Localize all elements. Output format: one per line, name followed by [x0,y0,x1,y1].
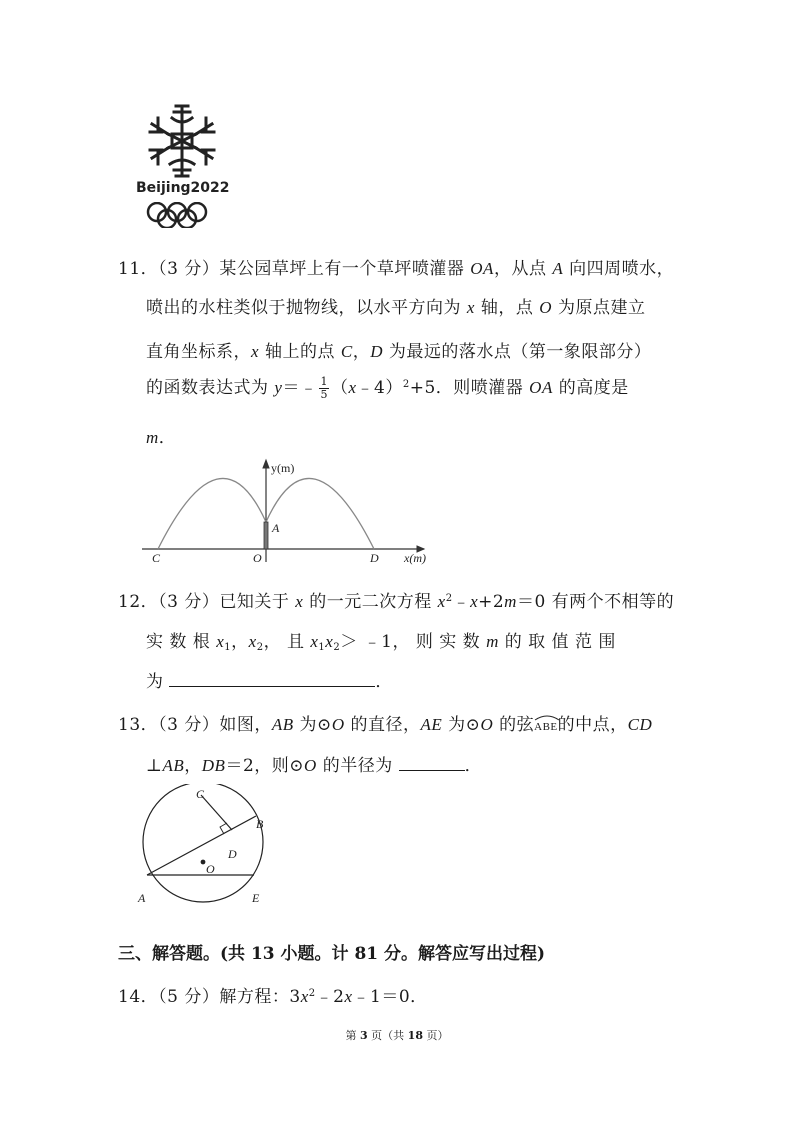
left-parabola [158,478,266,549]
x-axis-label: x(m) [404,551,426,565]
page-footer: 第 3 页（共 18 页） [345,1029,449,1042]
q13-line1: 13．（3 分）如图，AB 为⊙O 的直径，AE 为⊙O 的弦 ABE的中点，CD [118,715,653,735]
q11-line2: 喷出的水柱类似于抛物线，以水平方向为 x 轴，点 O 为原点建立 [146,298,646,318]
logo-text: Beijing2022 [136,180,230,196]
beijing-2022-logo [132,98,232,233]
svg-text:E: E [252,891,260,904]
y-axis-label: y(m) [271,461,295,475]
y-axis-arrow [263,460,269,468]
svg-text:A: A [138,891,146,904]
q12-line1: 12．（3 分）已知关于 x 的一元二次方程 $x^2﹣x+2m=0$ 有两个不相等的 [118,592,675,612]
q11-line3: 直角坐标系，x 轴上的点 C，D 为最远的落水点（第一象限部分） [146,342,652,362]
q11-number: 11． [118,259,159,279]
right-parabola [266,478,374,549]
svg-text:B: B [256,817,264,831]
q12-line3: 为 ． [146,672,393,692]
q12-line2: 实 数 根 $x_1$，$x_2$， 且 $x_1x_2>$ ﹣1， 则 实 数 m 的 取 值 范 围 [146,632,616,653]
olympic-rings-icon [144,202,224,228]
q14-line1: 14．（5 分）解方程：$3x^2﹣2x﹣1=0$． [118,987,428,1007]
svg-text:D: D [228,847,237,861]
svg-text:C: C [196,787,205,801]
parabola-graph [138,456,438,566]
fraction: $\frac{1}{5}$ [320,375,328,401]
q13-line2: ⊥AB，DB＝2，则⊙O 的半径为 ． [146,756,483,776]
snowflake-icon [132,98,232,184]
point-O-label: O [253,551,262,565]
q11-line5: m． [146,428,177,448]
section-title: 三、解答题。(共 13 小题。计 81 分。解答应写出过程) [118,944,546,964]
diameter-AB [147,816,256,875]
circle-O [143,784,263,902]
point-C-label: C [152,551,161,565]
arc-ABE: ABE [534,718,558,733]
svg-text:O: O [206,862,215,876]
point-A-label: A [272,521,280,535]
answer-blank[interactable] [399,756,465,771]
q11-score: （3 分） [158,259,220,279]
center-point [201,860,206,865]
answer-blank[interactable] [169,672,375,687]
circle-figure [136,784,276,904]
q11-line1: 11．（3 分）某公园草坪上有一个草坪喷灌器 OA，从点 A 向四周喷水， [118,259,675,279]
point-D-label: D [370,551,379,565]
segment-CD [201,795,232,830]
sprinkler-OA [264,522,268,549]
q11-line4: 的函数表达式为 y＝﹣ $\frac{1}{5}$ （x﹣4）$^2$+5．则喷灌器 OA 的高度是 [146,375,629,401]
